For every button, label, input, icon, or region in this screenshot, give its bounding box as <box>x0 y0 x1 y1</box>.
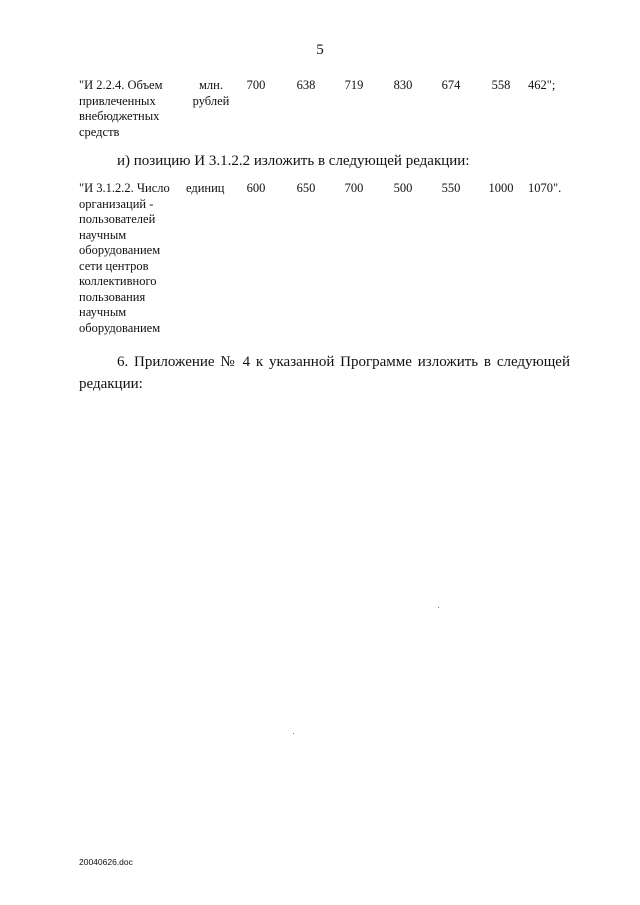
row-value: 1070". <box>528 181 562 195</box>
row-value: 1000 <box>488 181 514 195</box>
row-value: 830 <box>393 78 413 92</box>
row-label: "И 2.2.4. Объем привлеченных внебюджетных средств <box>79 78 163 139</box>
row-value: 638 <box>296 78 316 92</box>
row-value: 700 <box>344 181 364 195</box>
row-value: 719 <box>344 78 364 92</box>
row-value: 650 <box>296 181 316 195</box>
paragraph-item-i: и) позицию И 3.1.2.2 изложить в следующей редакции: <box>117 153 470 169</box>
row-unit: млн. рублей <box>192 78 230 108</box>
row-value: 600 <box>246 181 266 195</box>
row-unit: единиц <box>186 181 225 195</box>
paragraph-item-6: 6. Приложение № 4 к указанной Программе изложить в следующей редакции: <box>79 354 570 392</box>
row-value: 550 <box>441 181 461 195</box>
row-value: 674 <box>441 78 461 92</box>
row-value: 500 <box>393 181 413 195</box>
page-number: 5 <box>316 42 324 58</box>
row-value: 558 <box>491 78 511 92</box>
footer-filename: 20040626.doc <box>79 857 133 867</box>
row-value: 700 <box>246 78 266 92</box>
scan-speck <box>293 733 294 734</box>
scan-speck <box>438 607 439 608</box>
row-value: 462"; <box>528 78 556 92</box>
row-label: "И 3.1.2.2. Число организаций - пользователей научным оборудованием сети центров коллективного пользования научным оборудованием <box>79 181 170 335</box>
